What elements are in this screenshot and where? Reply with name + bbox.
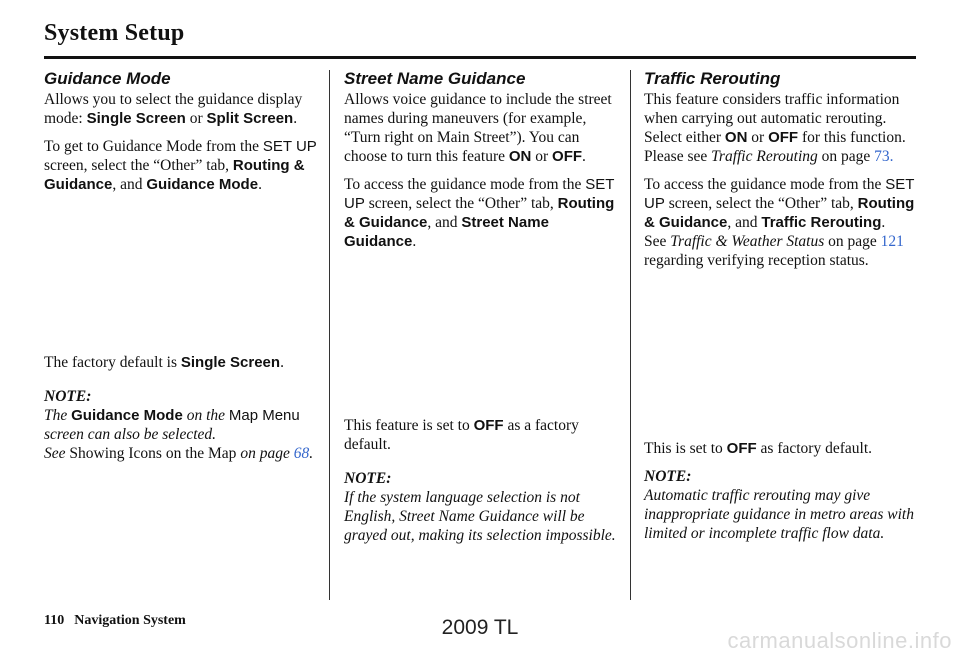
off-option: OFF — [473, 417, 504, 434]
traffic-rerouting-instructions — [644, 175, 916, 232]
section-name: Navigation System — [74, 613, 186, 628]
text: . — [582, 148, 586, 165]
text: on page — [824, 233, 881, 250]
text: or — [185, 110, 207, 127]
guidance-mode-label: Guidance Mode — [146, 176, 259, 193]
text: This feature considers traffic information when carrying out automatic rerouting. Select either — [644, 91, 900, 146]
off-option: OFF — [726, 440, 757, 457]
routing-guidance-label: Routing & Guidance — [644, 195, 915, 231]
guidance-mode-heading: Guidance Mode — [44, 69, 171, 88]
text: screen, select the “Other” tab, — [364, 195, 558, 212]
street-name-guidance-label: Street Name Guidance — [344, 214, 549, 250]
model-watermark: 2009 TL — [441, 616, 519, 639]
traffic-rerouting-heading: Traffic Rerouting — [644, 69, 781, 88]
text: See — [44, 445, 70, 462]
text: To access the guidance mode from the — [344, 176, 586, 193]
street-name-default — [344, 416, 616, 454]
text: , and — [427, 214, 462, 231]
header-rule — [44, 56, 916, 59]
note-text: Automatic traffic rerouting may give inappropriate guidance in metro areas with limited or incomplete traffic flow data. — [644, 487, 914, 542]
text: on page — [236, 445, 294, 462]
street-name-description — [344, 90, 616, 166]
page-title: System Setup — [44, 20, 185, 46]
on-option: ON — [508, 148, 532, 165]
text: Traffic & Weather Status — [670, 233, 825, 250]
text: The — [44, 407, 72, 424]
set-up-label: SET UP — [344, 176, 615, 212]
note-label: NOTE: — [644, 468, 692, 485]
text: , and — [112, 176, 147, 193]
column-divider — [329, 70, 330, 600]
text: regarding verifying reception status. — [644, 252, 869, 269]
traffic-rerouting-column — [644, 68, 916, 543]
guidance-mode-default — [44, 353, 320, 372]
text: as a factory default. — [344, 417, 579, 453]
traffic-rerouting-label: Traffic Rerouting — [761, 214, 882, 231]
note-label: NOTE: — [44, 388, 92, 405]
text: This is set to — [644, 440, 727, 457]
set-up-label: SET UP — [262, 138, 317, 155]
street-name-guidance-column — [344, 68, 616, 545]
text: Allows voice guidance to include the street names during maneuvers (for example, “Turn right on Main Street”). You can choose to turn this feature — [344, 91, 612, 165]
text: screen, select the “Other” tab, — [664, 195, 858, 212]
guidance-mode-label: Guidance Mode — [71, 407, 183, 424]
text: or — [747, 129, 769, 146]
spacer — [44, 203, 320, 353]
text: as factory default. — [756, 440, 873, 457]
site-watermark: carmanualsonline.info — [727, 628, 952, 653]
text: for this function. Please see — [644, 129, 906, 165]
text: Allows you to select the guidance display mode: — [44, 91, 303, 127]
note-label: NOTE: — [344, 470, 392, 487]
text: on page — [817, 148, 875, 165]
text: or — [531, 148, 553, 165]
street-name-guidance-heading: Street Name Guidance — [344, 69, 526, 88]
text: . — [881, 214, 886, 231]
map-menu-label: Map Menu — [228, 407, 300, 424]
guidance-mode-column — [44, 68, 320, 463]
text: This feature is set to — [344, 417, 474, 434]
text: . — [280, 354, 284, 371]
text: screen can also be selected. — [44, 426, 217, 443]
text: , and — [727, 214, 762, 231]
page-link[interactable]: 73. — [874, 148, 894, 165]
text: Showing Icons on the Map — [69, 445, 237, 462]
text: on the — [182, 407, 229, 424]
text: To get to Guidance Mode from the — [44, 138, 263, 155]
page-link[interactable]: 121 — [880, 233, 904, 250]
text: . — [412, 233, 417, 250]
street-name-note — [344, 469, 616, 545]
text: The factory default is — [44, 354, 181, 371]
traffic-rerouting-note — [644, 467, 916, 543]
column-divider — [630, 70, 631, 600]
routing-guidance-label: Routing & Guidance — [44, 157, 305, 193]
text: screen, select the “Other” tab, — [44, 157, 233, 174]
traffic-status-reference — [644, 232, 916, 270]
split-screen-option: Split Screen — [206, 110, 294, 127]
text: . — [309, 445, 314, 462]
traffic-rerouting-default — [644, 439, 916, 458]
text: Traffic Rerouting — [711, 148, 818, 165]
guidance-mode-instructions — [44, 137, 320, 194]
routing-guidance-label: Routing & Guidance — [344, 195, 615, 231]
page-number: 110 — [44, 613, 65, 628]
street-name-instructions — [344, 175, 616, 251]
text: . — [258, 176, 262, 193]
page-link[interactable]: 68 — [293, 445, 310, 462]
spacer — [644, 279, 916, 439]
off-option: OFF — [552, 148, 583, 165]
traffic-rerouting-description — [644, 90, 916, 166]
spacer — [344, 260, 616, 416]
guidance-mode-description — [44, 90, 320, 128]
off-option: OFF — [768, 129, 799, 146]
on-option: ON — [724, 129, 748, 146]
text: See — [644, 233, 671, 250]
set-up-label: SET UP — [644, 176, 915, 212]
guidance-mode-note — [44, 387, 320, 463]
single-screen-option: Single Screen — [86, 110, 186, 127]
note-text: If the system language selection is not English, Street Name Guidance will be grayed out, making its selection impossible. — [344, 489, 616, 544]
single-screen-option: Single Screen — [180, 354, 281, 371]
text: . — [293, 110, 298, 127]
text: To access the guidance mode from the — [644, 176, 886, 193]
